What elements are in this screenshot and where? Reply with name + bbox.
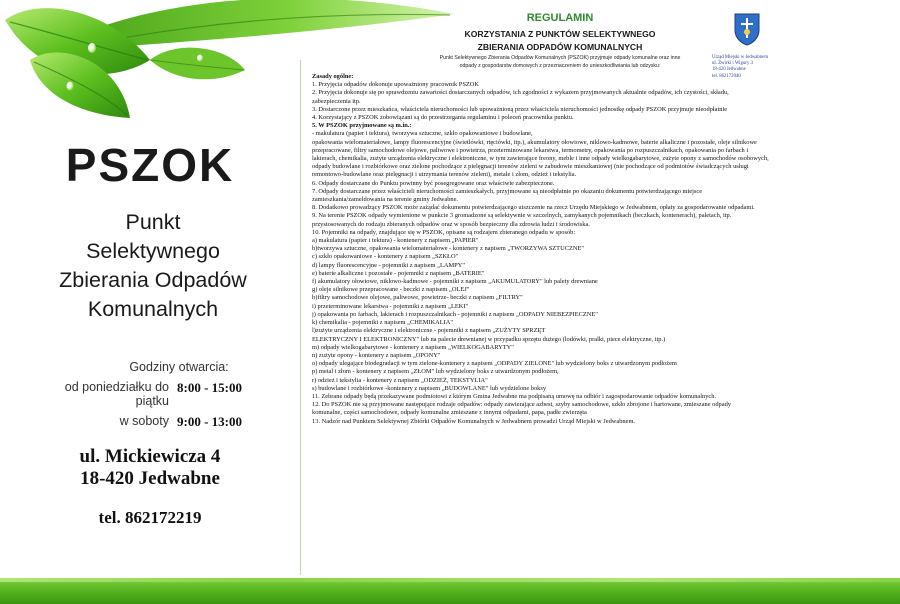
regulation-line: lakierach, chemikalia, zużyte urządzenia elektryczne i elektroniczne, w tym zawierające freony, meble i inne odpady wielkogabarytowe, zużyte opony z samochodów osobowych, — [312, 155, 769, 163]
regulation-intro — [395, 55, 725, 70]
regulation-line: przystosowanych do rodzaju zbieranych odpadów oraz w sposób bezpieczny dla zdrowia ludzi i środowiska. — [312, 220, 590, 228]
regulation-line: 9. Na terenie PSZOK odpady wymienione w punkcie 3 gromadzone są selektywnie w szczelnych, zamykanych pojemnikach (beczkach, kontenerach), paletach, itp. — [312, 212, 732, 220]
phone-number: tel. 862172219 — [98, 508, 202, 527]
hours-title: Godziny otwarcia: — [129, 360, 229, 374]
bottom-green-band — [0, 578, 900, 604]
office-line: tel. 862172040 — [712, 73, 741, 79]
regulation-line: n) zużyte opony - kontenery z napisem „OPONY" — [312, 351, 441, 359]
regulation-line: e) baterie alkaliczne i pozostałe - pojemniki z napisem „BATERIE" — [312, 269, 485, 277]
regulation-intro-line: Punkt Selektywnego Zbierania Odpadów Komunalnych (PSZOK) przyjmuje odpady komunalne oraz inne — [439, 55, 681, 61]
regulation-line: 2. Przyjęcia dokonuje się po sprawdzeniu zawartości dostarczanych odpadów, ich zgodności z wykazem przyjmowanych aktualnie odpadów, ich czystości, składu, — [312, 89, 729, 97]
facility-name-line: Punkt — [125, 210, 181, 234]
regulation-line: remontowo-budowlane oraz pielęgnacji i utrzymania terenów zieleni), metale i złom, odzież i tekstylia. — [312, 171, 577, 179]
regulation-line: 10. Pojemniki na odpady, znajdujące się w PSZOK, opisane są rodzajem zbieranego odpadu w sposób: — [312, 228, 576, 236]
facility-name — [18, 208, 288, 324]
hours-day: w soboty — [119, 414, 169, 428]
regulation-line: k) chemikalia - pojemniki z napisem „CHEMIKALIA" — [312, 319, 454, 327]
regulation-line: f) akumulatory ołowiowe, niklowo-kadmowe - pojemniki z napisem „AKUMULATORY" lub palety drewniane — [312, 278, 598, 286]
regulation-line: 13. Nadzór nad Punktem Selektywnej Zbiórki Odpadów Komunalnych w Jedwabnem prowadzi Urząd Miejski w Jedwabnem. — [312, 417, 636, 425]
regulation-line: i) przeterminowane lekarstwa - pojemniki z napisem „LEKI" — [312, 302, 469, 310]
regulation-line: zabezpieczenia itp. — [312, 97, 361, 105]
regulation-title: REGULAMIN — [526, 12, 594, 24]
regulation-line: l)zużyte urządzenia elektryczne i elektroniczne - pojemniki z napisem „ZUŻYTY SPRZĘT — [312, 327, 546, 335]
regulation-line: o) odpady ulegające biodegradacji w tym zielone-kontenery z napisem „ODPADY ZIELONE" lub wydzielony boks z utwardzonym podłożem — [312, 360, 677, 368]
address-city: 18-420 Jedwabne — [80, 468, 220, 489]
regulation-line: ELEKTRYCZNY I ELEKTRONICZNY" lub na palecie drewnianej w przypadku sprzętu dużego (lodówki, pralki, piece elektryczne, itp.) — [312, 335, 666, 343]
regulation-line: 12. Do PSZOK nie są przyjmowane następujące rodzaje odpadów: odpady zawierające azbest, szyby samochodowe, szkło zbrojone i hartowane, zmieszane odpady — [312, 401, 731, 409]
regulation-line: c) szkło opakowaniowe - kontenery z napisem „SZKŁO" — [312, 253, 459, 261]
regulation-line: 7. Odpady dostarczane przez właścicieli nieruchomości zamieszkałych, przyjmowane są nieodpłatnie po okazaniu dokumentu potwierdzającego miejsce — [312, 187, 703, 195]
hours-day: od poniedziałku do piątku — [64, 380, 169, 408]
hours-time: 9:00 - 13:00 — [177, 414, 242, 429]
regulation-line: h)filtry samochodowe olejowe, paliwowe, powietrze- beczki z napisem „FILTRY" — [312, 294, 523, 302]
regulation-line: s) budowlane i rozbiórkowe -kontenery z napisem „BUDOWLANE" lub wydzielone boksy — [312, 384, 547, 392]
office-line: Urząd Miejski w Jedwabnem — [712, 55, 769, 60]
regulation-line: m) odpady wielkogabarytowe - kontenery z napisem „WIELKOGABARYTY" — [312, 343, 514, 351]
regulation-line: 6. Odpady dostarczane do Punktu powinny być posegregowane oraz właściwie zabezpieczone. — [312, 179, 555, 187]
facility-name-line: Zbierania Odpadów — [59, 268, 247, 292]
regulation-line: j) opakowania po farbach, lakierach i rozpuszczalnikach - pojemniki z napisem „ODPADY NIEBEZPIECZNE" — [312, 310, 598, 318]
opening-hours — [40, 360, 280, 436]
regulation-subtitle-line: ZBIERANIA ODPADÓW KOMUNALNYCH — [477, 42, 643, 52]
regulation-body — [312, 73, 890, 426]
regulation-line: r) odzież i tekstylia - kontenery z napisem „ODZIEŻ, TEKSTYLIA" — [312, 376, 488, 384]
regulation-line: g) oleje silnikowe przepracowane - beczki z napisem „OLEJ" — [312, 286, 470, 294]
regulation-line: b)tworzywa sztuczne, opakowania wielomateriałowe - kontenery z napisem „TWORZYWA SZTUCZNE" — [312, 245, 584, 253]
regulation-line: 11. Zebrane odpady będą przekazywane podmiotowi z którym Gmina Jedwabne ma podpisaną umowę na odbiór i zagospodarowanie odpadów komunalnych. — [312, 392, 717, 400]
regulation-subtitle-line: KORZYSTANIA Z PUNKTÓW SELEKTYWNEGO — [464, 29, 656, 39]
regulation-line: 1. Przyjęcia odpadów dokonuje upoważniony pracownik PSZOK — [312, 81, 480, 89]
address-street: ul. Mickiewicza 4 — [79, 446, 221, 467]
regulation-intro-line: odpady z gospodarstw domowych z przeznaczeniem do unieszkodliwiania lub odzysku: — [459, 62, 661, 69]
hours-time: 8:00 - 15:00 — [177, 380, 242, 395]
regulation-line: 3. Dostarczone przez mieszkańca, właściciela nieruchomości lub upoważnioną przez właściciela nieruchomości jednostkę odpady PSZOK przyjmuje nieodpłatnie — [312, 105, 728, 113]
regulation-line: p) metal i złom - kontenery z napisem „ZŁOM" lub wydzielony boks z utwardzonym podłożem, — [312, 368, 559, 376]
pszok-title: PSZOK — [65, 139, 235, 191]
regulation-line: d) lampy fluorescencyjne - pojemniki z napisem „LAMPY" — [312, 261, 465, 269]
address — [0, 446, 300, 490]
left-panel — [0, 0, 300, 578]
town-coat-of-arms-icon — [733, 12, 761, 46]
facility-name-line: Selektywnego — [86, 239, 220, 263]
office-line: ul. Żwirki i Wigury 3 — [712, 61, 753, 67]
regulation-line: odpady budowlane i rozbiórkowe oraz zielone pochodzące z pielęgnacji terenów zieleni w zabudowie mieszkaniowej (nie pochodzące od podmiotów świadczących usługi — [312, 163, 749, 171]
regulation-line: 5. W PSZOK przyjmowane są m.in.: — [312, 122, 412, 130]
regulation-line: - makulatura (papier i tektura), tworzywa sztuczne, szkło opakowaniowe i budowlane, — [312, 130, 533, 138]
regulation-line: komunalne, części samochodowe, odpady komunalne zmieszane z innymi odpadami, papa, padłe zwierzęta — [312, 409, 587, 417]
regulation-line: a) makulatura (papier i tektura) - kontenery z napisem „PAPIER" — [312, 237, 479, 245]
column-divider — [300, 60, 301, 575]
facility-name-line: Komunalnych — [87, 297, 219, 321]
regulation-line: 8. Dodatkowo prowadzący PSZOK może zażądać dokumentu potwierdzającego uiszczenie na rzecz Urzędu Miejskiego w Jedwabnem, opłaty za gospodarowanie odpadami. — [312, 204, 755, 212]
regulation-line: Zasady ogólne: — [312, 73, 354, 80]
regulation-line: przepracowane, filtry samochodowe olejowe, paliwowe i powietrza, przeterminowane lekarstwa, termometry, opakowania po rozpuszczalnikach, opakowania po farbach i — [312, 146, 749, 154]
office-line: 18-420 Jedwabne — [712, 67, 746, 73]
regulation-line: 4. Korzystający z PSZOK zobowiązani są do przestrzegania regulaminu i poleceń pracownika punktu. — [312, 114, 574, 122]
regulation-line: zamieszkania/zameldowania na terenie gminy Jedwabne. — [312, 196, 459, 204]
hours-row — [40, 380, 280, 408]
hours-row — [40, 414, 280, 430]
regulation-line: opakowania wielomateriałowe, lampy fluorescencyjne (świetlówki, rtęciówki, itp.), akumulatory ołowiowe, niklowo-kadmowe, baterie alkaliczne i pozostałe, oleje silnikowe — [312, 138, 757, 146]
